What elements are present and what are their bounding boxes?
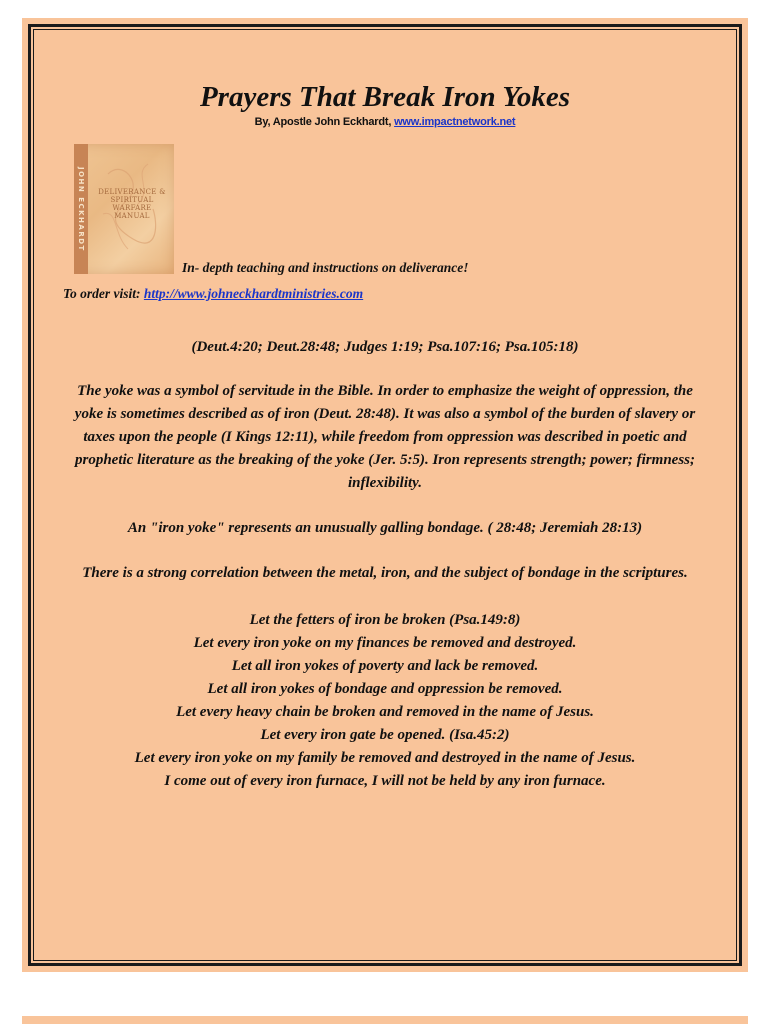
document-content <box>62 78 708 793</box>
byline <box>62 116 708 128</box>
order-text: To order visit: <box>63 286 144 301</box>
next-page-edge <box>22 1016 748 1024</box>
prayer-line: Let every iron yoke on my finances be removed and destroyed. <box>193 635 577 651</box>
prayer-line: I come out of every iron furnace, I will not be held by any iron furnace. <box>164 773 606 789</box>
prayer-line: Let the fetters of iron be broken (Psa.149:8) <box>249 612 521 628</box>
prayer-line: Let all iron yokes of bondage and oppression be removed. <box>207 681 563 697</box>
paragraph-correlation: There is a strong correlation between the metal, iron, and the subject of bondage in the scriptures. <box>82 565 688 581</box>
paragraph-iron-yoke: An "iron yoke" represents an unusually galling bondage. ( 28:48; Jeremiah 28:13) <box>127 520 643 536</box>
book-cover-title: DELIVERANCE & SPIRITUAL WARFARE MANUAL <box>98 188 166 220</box>
prayer-line: Let every iron gate be opened. (Isa.45:2) <box>260 727 510 743</box>
prayer-line: Let all iron yokes of poverty and lack be removed. <box>231 658 539 674</box>
paragraph-yoke-symbol: The yoke was a symbol of servitude in the Bible. In order to emphasize the weight of oppression, the yoke is sometimes described as of iron (Deut. 28:48). It was also a symbol of the burden of slavery or taxes upon the people (I Kings 12:11), while freedom from oppression was described in poetic and prophetic literature as the breaking of the yoke (Jer. 5:5). Iron represents strength; power; firmness; inflexibility. <box>74 383 696 491</box>
document-page <box>22 18 748 972</box>
book-row <box>62 144 708 276</box>
prayer-list <box>62 609 708 793</box>
scripture-references: (Deut.4:20; Deut.28:48; Judges 1:19; Psa.107:16; Psa.105:18) <box>191 339 579 355</box>
impactnetwork-link[interactable]: www.impactnetwork.net <box>394 116 516 128</box>
prayer-line: Let every iron yoke on my family be removed and destroyed in the name of Jesus. <box>134 750 636 766</box>
prayer-line: Let every heavy chain be broken and removed in the name of Jesus. <box>176 704 594 720</box>
book-cover-image <box>74 144 174 274</box>
order-line <box>63 286 708 302</box>
tagline: In- depth teaching and instructions on deliverance! <box>182 260 469 275</box>
order-link[interactable]: http://www.johneckhardtministries.com <box>143 286 364 301</box>
document-title: Prayers That Break Iron Yokes <box>199 81 571 113</box>
book-spine-text: JOHN ECKHARDT <box>74 144 88 274</box>
byline-text: By, Apostle John Eckhardt, <box>254 116 395 128</box>
